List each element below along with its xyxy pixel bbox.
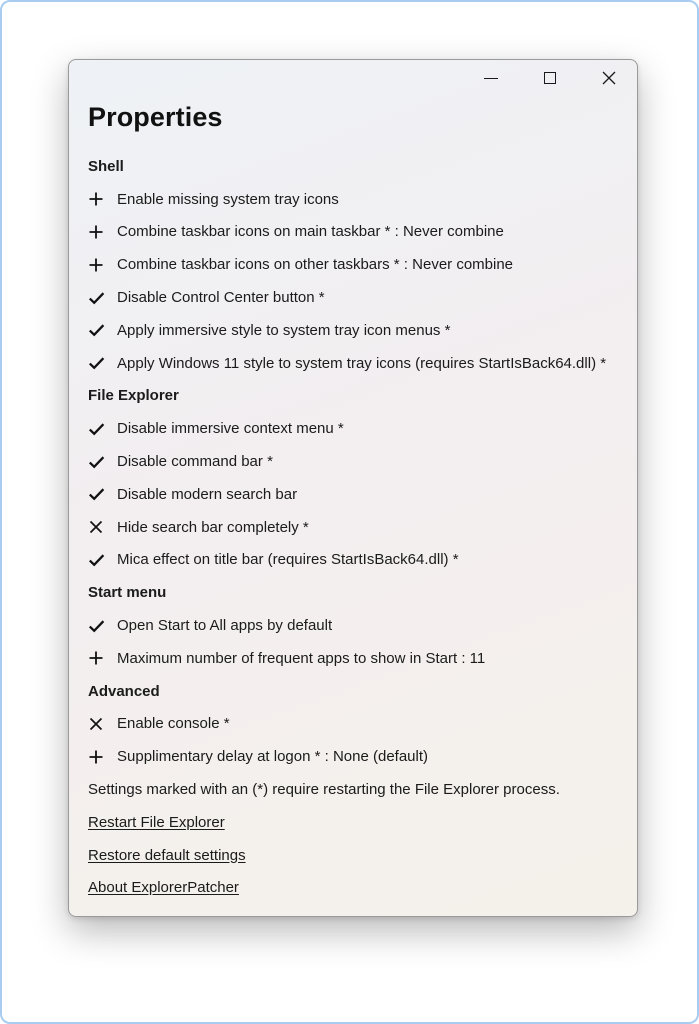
plus-icon <box>88 747 117 767</box>
check-icon <box>88 484 117 504</box>
maximize-button[interactable] <box>520 60 580 94</box>
setting-label: Enable missing system tray icons <box>117 190 339 208</box>
section-heading: Advanced <box>88 682 160 700</box>
link-row <box>88 839 628 872</box>
setting-item[interactable] <box>88 412 628 445</box>
minimize-icon <box>484 78 498 79</box>
plus-icon <box>88 222 117 242</box>
check-icon <box>88 550 117 570</box>
plus-icon <box>88 189 117 209</box>
plus-icon <box>88 648 117 668</box>
setting-item[interactable] <box>88 609 628 642</box>
check-icon <box>88 419 117 439</box>
restore-defaults-link[interactable]: Restore default settings <box>88 846 246 864</box>
close-icon <box>602 71 616 85</box>
check-icon <box>88 320 117 340</box>
page-title: Properties <box>88 102 223 132</box>
setting-item[interactable] <box>88 445 628 478</box>
restart-explorer-link[interactable]: Restart File Explorer <box>88 813 225 831</box>
setting-label: Apply immersive style to system tray icon menus * <box>117 321 451 339</box>
section-heading: File Explorer <box>88 387 179 405</box>
setting-item[interactable] <box>88 478 628 511</box>
setting-label: Open Start to All apps by default <box>117 617 333 635</box>
plus-icon <box>88 255 117 275</box>
close-button[interactable] <box>579 60 639 94</box>
cross-icon <box>88 714 117 734</box>
check-icon <box>88 353 117 373</box>
setting-label: Disable command bar * <box>117 453 273 471</box>
link-row <box>88 806 628 839</box>
setting-label: Disable modern search bar <box>117 485 298 503</box>
setting-label: Disable immersive context menu * <box>117 420 344 438</box>
setting-label: Combine taskbar icons on other taskbars * : Never combine <box>117 256 514 274</box>
check-icon <box>88 452 117 472</box>
setting-label: Maximum number of frequent apps to show in Start : 11 <box>117 649 486 667</box>
setting-item[interactable] <box>88 511 628 544</box>
setting-item[interactable] <box>88 183 628 216</box>
cross-icon <box>88 517 117 537</box>
setting-item[interactable] <box>88 281 628 314</box>
setting-item[interactable] <box>88 216 628 249</box>
section-heading: Shell <box>88 157 124 175</box>
section-heading: Start menu <box>88 584 167 602</box>
settings-list <box>88 150 628 904</box>
setting-item[interactable] <box>88 740 628 773</box>
link-row <box>88 872 628 905</box>
setting-item[interactable] <box>88 544 628 577</box>
setting-item[interactable] <box>88 314 628 347</box>
minimize-button[interactable] <box>461 60 521 94</box>
properties-window <box>68 59 638 917</box>
setting-label: Hide search bar completely * <box>117 518 309 536</box>
setting-item[interactable] <box>88 642 628 675</box>
check-icon <box>88 616 117 636</box>
setting-label: Disable Control Center button * <box>117 289 325 307</box>
maximize-icon <box>544 72 556 84</box>
about-link[interactable]: About ExplorerPatcher <box>88 879 239 897</box>
setting-item[interactable] <box>88 248 628 281</box>
setting-label: Combine taskbar icons on main taskbar * : Never combine <box>117 223 504 241</box>
setting-label: Mica effect on title bar (requires StartIsBack64.dll) * <box>117 551 459 569</box>
setting-item[interactable] <box>88 708 628 741</box>
setting-item[interactable] <box>88 347 628 380</box>
setting-label: Apply Windows 11 style to system tray icons (requires StartIsBack64.dll) * <box>117 354 607 372</box>
check-icon <box>88 288 117 308</box>
setting-label: Supplimentary delay at logon * : None (default) <box>117 748 429 766</box>
setting-label: Enable console * <box>117 715 230 733</box>
restart-note: Settings marked with an (*) require restarting the File Explorer process. <box>88 781 560 799</box>
